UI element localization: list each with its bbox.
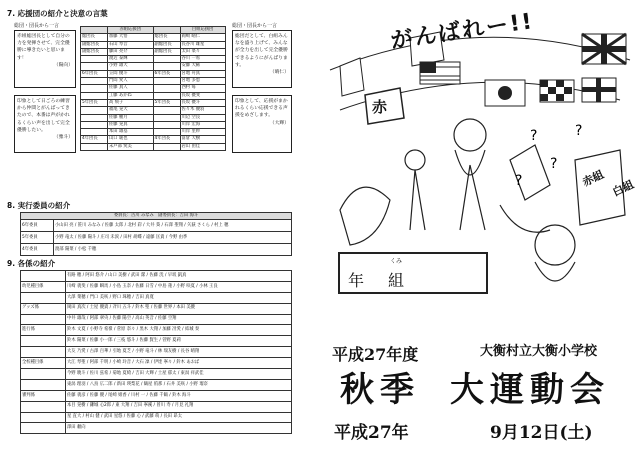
table-row: 門間 愛人 宮地 多恵 [81, 78, 226, 85]
question-mark: ? [550, 156, 558, 172]
table-row: 全校種目係 大江 琴聖 / 阿部 千明 / 小崎 玲音 / 大石 凜 / 伊達 寧々 / 鈴木 あおば [21, 358, 292, 369]
table-row: 佐藤 真人 西村 毎 [81, 85, 226, 92]
table-row: 鈴木 陽菜 / 佐藤 小一郎 / 三枝 悠斗 / 佐藤 賢生 / 菅野 夏莉 [21, 336, 292, 347]
red-quote-box-1 [14, 30, 76, 88]
white-quote-box-1 [232, 30, 292, 88]
table-row: 副総団長 藤田 亮介 副総団長 太田 菜々 [81, 48, 226, 55]
flag-akagumi-label: 赤 [372, 98, 388, 116]
table-row: 佐藤 柚月 川辺 空良 [81, 114, 226, 121]
table-row: 有路 穂 / 阿田 悠介 / 山口 美樹 / 武田 潔 / 佐藤 洸 / 早坂 凱真 [21, 271, 292, 282]
white-sign-1: （晴仁） [269, 69, 289, 75]
kumi-ruby: くみ [390, 258, 403, 265]
table-row: 渡辺 泰輝 谷川 一希 [81, 56, 226, 63]
cover-page [320, 0, 640, 452]
red-quote-1: 赤組総団長として自分の力を発揮させて、完全優勝に導きたいと思います！ [17, 34, 70, 61]
table-row: 今野 暁斗 / 佐川 弦希 / 菊地 夏綺 / 吉田 大輝 / 土屋 郁太 / 東潟 祥武佳 [21, 369, 292, 380]
table-row: 小野 雄大 安藤 大稀 [81, 63, 226, 70]
cheer-team-table [80, 26, 226, 151]
table-row: 福尾 晃大 佐々木 優羽 [81, 107, 226, 114]
japan-flag-icon [485, 80, 525, 106]
red-sign-1: （陽向） [53, 62, 73, 68]
table-row: 6年団長 笠間 優斗 6年団長 宮地 舟真 [81, 70, 226, 77]
table-row: 末戸部 愛美 岩山 由佳 [81, 143, 226, 150]
table-row: 副総団長 石山 琴音 副総団長 長谷川 雄星 [81, 41, 226, 48]
red-quote-2: 印象として日ごろの練習から仲間とがんばってきたので、本番は声がかれるくらい声を出して完全優勝したい。 [17, 99, 70, 133]
committee-subheader: 委員長：古川 みなみ 副委員長：吉田 海斗 [21, 213, 292, 220]
class-name-box [338, 252, 488, 294]
red-captain-header: 総団・団長から一言 [14, 23, 60, 29]
date-year: 平成27年 [334, 423, 409, 443]
table-row: 佐藤 晃真 川岸 宏海 [81, 121, 226, 128]
table-row: グッズ係 岡田 真次 / 土屋 優貴 / 斉川 五斗 / 鈴木 聖 / 佐藤 世界 / 本田 美優 [21, 303, 292, 314]
table-row: 工藤 あかね 長坂 優斐 [81, 92, 226, 99]
table-row: 大友 乃愛 / 古澤 百華 / 引地 夏芝 / 小野 竜斗 / 林 瑞友樹 / 長谷 晴翔 [21, 347, 292, 358]
table-row: 進行係 鈴木 文夏 / 小野寺 希嶺 / 菅原 奈々 / 黒木 大翔 / 加藤 冴愛 / 結城 奏 [21, 325, 292, 336]
red-team-header: 赤組応援団 [108, 27, 154, 34]
school-name: 大衡村立大衡小学校 [480, 344, 598, 359]
flag-shirogumi-label: 白組 [610, 177, 636, 199]
table-row: 本目 晃樹 / 鎌城 心2郎 / 東 大翔 / 吉田 寧溪 / 曽川 寿 / 月見 礼翔 [21, 401, 292, 412]
question-mark: ? [515, 173, 523, 189]
white-captain-header: 総団・団長から一言 [232, 23, 278, 29]
table-row: 大澤 菜穂 / 門口 美咲 / 野口 珠穂 / 吉田 真寛 [21, 292, 292, 303]
nen-label: 年 [348, 271, 365, 290]
section7-title: 7. 応援団の紹介と決意の言葉 [7, 9, 108, 18]
question-mark: ? [575, 123, 583, 139]
left-page [0, 0, 310, 452]
event-title-1: 秋季 [340, 370, 420, 410]
table-row: 4年団長 山口 暖也 4年団長 富倉 大樹 [81, 136, 226, 143]
table-row: 審判係 佐藤 義彦 / 佐藤 優 / 尾崎 姫香 / 川村 一 / 佐藤 千鶴 / 鈴木 海斗 [21, 390, 292, 401]
section9-title: 9. 各係の紹介 [7, 259, 56, 268]
uk-flag-icon [582, 34, 626, 64]
section8-title: 8. 実行委員の紹介 [7, 201, 71, 210]
table-row: 6年委員 小山田 亮 / 笹川 みなみ / 佐藤 太郎 / 北村 彩 / 大井 葵 / 石澤 聖翔 / 矢萩 さくら / 村上 穂 [21, 220, 292, 232]
table-row: 中井 雄哉 / 阿部 翠央 / 佐藤 陽空 / 高山 英音 / 佐藤 空翔 [21, 314, 292, 325]
white-quote-box-2 [232, 95, 292, 153]
white-team-header: 白組応援団 [180, 27, 226, 34]
table-row: 総団長 加藤 大悟 総団長 岡崎 晴仁 [81, 34, 226, 41]
flag-akagumi2-label: 赤組 [580, 167, 606, 189]
table-row: 星 直大 / 村山 健 / 武田 星悠 / 佐藤 心 / 武藤 萌 / 長田 昂太 [21, 412, 292, 423]
us-flag-icon [420, 62, 460, 84]
checkered-flag-icon [540, 80, 574, 102]
table-row: 5年団長 高 飛子 5年団長 長坂 優斗 [81, 99, 226, 106]
cross-flag-icon [582, 78, 616, 102]
heisei-year: 平成27年度 [332, 345, 419, 364]
table-row: 幼児種目係 川崎 義斐 / 佐藤 瞬馬 / 小島 玉奈 / 佐藤 日雪 / 中島 蓮 / 小野 咲夏 / 小林 王良 [21, 281, 292, 292]
red-sign-2: （雅斗） [53, 134, 73, 140]
table-row: 東潟 理羽 / 八鳥 広二郎 / 新田 瑛梨花 / 鶴屋 侑那 / 石井 美咲 / 小野 瑠奈 [21, 379, 292, 390]
white-quote-2: 印象として、応援がまかれるくらい応援できる声援をめざします。 [235, 99, 288, 119]
white-sign-2: （大輝） [269, 120, 289, 126]
kumi-label: 組 [388, 271, 405, 290]
date-day: 9月12日(土) [490, 423, 593, 443]
table-row: 本田 雄基 川岸 里紗 [81, 129, 226, 136]
table-row: 澤田 頼向 [21, 423, 292, 434]
roles-table [20, 270, 292, 434]
event-title-2: 大運動会 [450, 370, 610, 410]
question-mark: ? [530, 128, 538, 144]
table-row: 5年委員 小野 竜太 / 佐藤 陽斗 / 庄司 未涙 / 田村 胡蝶 / 遠藤 匡貴 / 今野 由季 [21, 232, 292, 244]
red-quote-box-2 [14, 95, 76, 153]
table-row: 4年委員 渡部 陽菜 / 小松 千穂 [21, 244, 292, 256]
white-quote-1: 総団だとして、白組みんなを盛り上げて、みんなが全力を出して完全優勝できるようにがんばります。 [235, 34, 288, 68]
banner-text: がんばれー!! [389, 9, 536, 54]
committee-table [20, 212, 292, 256]
